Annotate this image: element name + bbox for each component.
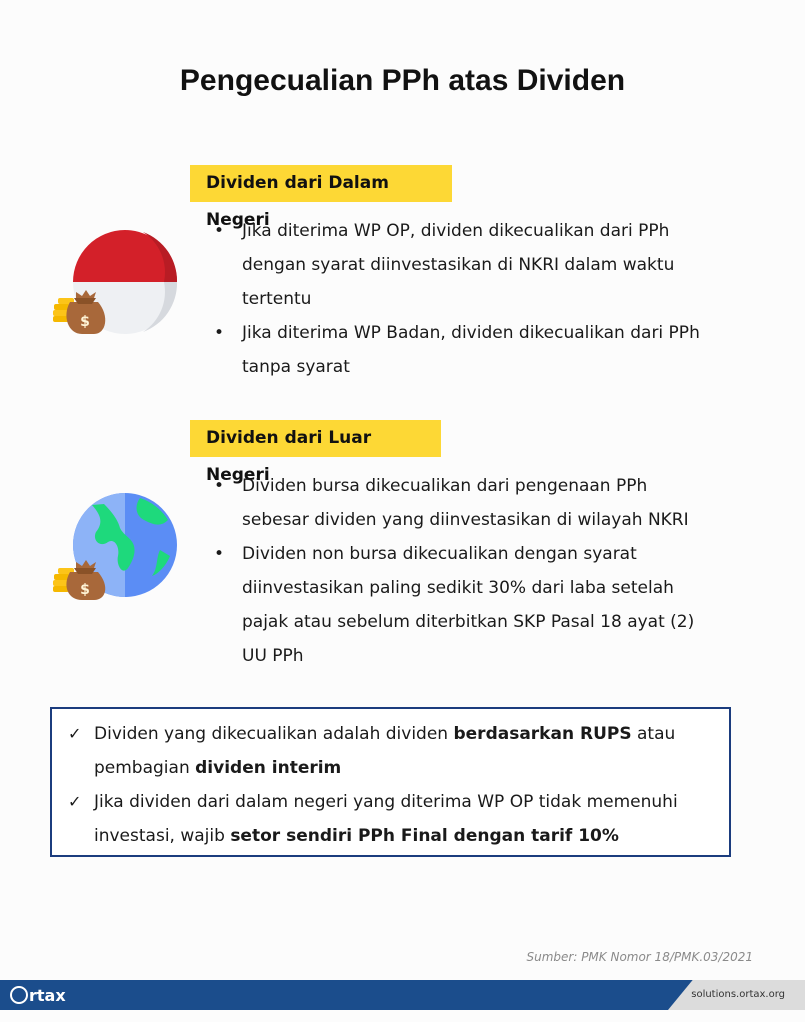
source-citation: Sumber: PMK Nomor 18/PMK.03/2021 — [526, 950, 753, 964]
check-icon: ✓ — [68, 724, 82, 743]
svg-text:$: $ — [80, 314, 90, 330]
check-icon: ✓ — [68, 792, 82, 811]
note-item: ✓ Jika dividen dari dalam negeri yang diterima WP OP tidak memenuhi investasi, wajib setor sendiri PPh Final dengan tarif 10% — [52, 785, 729, 853]
indonesia-flag-icon — [48, 228, 180, 340]
list-item: • Dividen non bursa dikecualikan dengan syarat diinvestasikan paling sedikit 30% dari laba setelah pajak atau sebelum diterbitkan SKP Pasal 18 ayat (2) UU PPh — [214, 537, 714, 673]
section-label-foreign: Dividen dari Luar Negeri — [190, 420, 441, 457]
note-item: ✓ Dividen yang dikecualikan adalah dividen berdasarkan RUPS atau pembagian dividen interim — [52, 717, 729, 785]
footer-url-link[interactable]: solutions.ortax.org — [691, 989, 785, 1000]
footer-bar — [0, 980, 805, 1010]
globe-icon — [48, 492, 180, 604]
ortax-logo-icon — [10, 986, 28, 1004]
ortax-logo[interactable]: rtax — [10, 983, 66, 1007]
svg-text:$: $ — [80, 582, 90, 598]
notes-box — [50, 707, 731, 857]
page-title: Pengecualian PPh atas Dividen — [179, 64, 626, 97]
list-item: • Jika diterima WP OP, dividen dikecualikan dari PPh dengan syarat diinvestasikan di NKRI dalam waktu tertentu — [214, 214, 714, 316]
list-item: • Dividen bursa dikecualikan dari pengenaan PPh sebesar dividen yang diinvestasikan di wilayah NKRI — [214, 469, 714, 537]
section-label-domestic: Dividen dari Dalam Negeri — [190, 165, 452, 202]
list-item: • Jika diterima WP Badan, dividen dikecualikan dari PPh tanpa syarat — [214, 316, 714, 384]
